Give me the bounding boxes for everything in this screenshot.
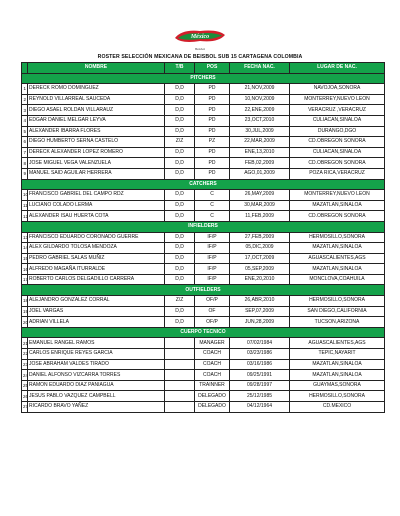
table-row — [22, 359, 385, 370]
row-number: 6 — [22, 137, 28, 148]
birth-place: MONTERREY,NUEVO LEON — [290, 190, 385, 201]
player-name: JESUS PABLO VAZQUEZ CAMPBELL — [28, 391, 165, 402]
table-row — [22, 317, 385, 328]
table-row — [22, 190, 385, 201]
table-row — [22, 391, 385, 402]
section-title: PITCHERS — [22, 73, 385, 84]
position: PD — [195, 126, 230, 137]
birth-date: 27,FEB,2009 — [230, 232, 290, 243]
row-number: 25 — [22, 380, 28, 391]
header-pos: POS — [195, 63, 230, 74]
birth-date: 04/12/1964 — [230, 402, 290, 413]
player-name: JOSE ABRAHAM VALDES TIRADO — [28, 359, 165, 370]
birth-date: FEB,02,2009 — [230, 158, 290, 169]
birth-place: MONCLOVA,COAHUILA — [290, 274, 385, 285]
row-number: 24 — [22, 370, 28, 381]
birth-place: GUAYMAS,SONORA — [290, 380, 385, 391]
position: IF/P — [195, 264, 230, 275]
table-row — [22, 232, 385, 243]
birth-place: CULIACAN,SINALOA — [290, 147, 385, 158]
player-name: REYNOLD VILLARREAL SAUCEDA — [28, 94, 165, 105]
row-number: 12 — [22, 211, 28, 222]
table-row — [22, 200, 385, 211]
section-header — [22, 327, 385, 338]
player-name: EDGAR DANIEL MELGAR LEYVA — [28, 115, 165, 126]
throws-bats: D,D — [165, 126, 195, 137]
player-name: ALEXANDER IBARRA FLORES — [28, 126, 165, 137]
header-row — [22, 63, 385, 74]
birth-date: ENE,20,2010 — [230, 274, 290, 285]
row-number: 9 — [22, 168, 28, 179]
birth-date: 21,NOV,2009 — [230, 84, 290, 95]
row-number: 19 — [22, 306, 28, 317]
birth-place: DURANGO,DGO — [290, 126, 385, 137]
table-row — [22, 380, 385, 391]
table-row — [22, 105, 385, 116]
row-number: 21 — [22, 338, 28, 349]
birth-date: 23,OCT,2010 — [230, 115, 290, 126]
table-row — [22, 243, 385, 254]
birth-place: AGUASCALIENTES,AGS — [290, 338, 385, 349]
table-row — [22, 370, 385, 381]
section-title: OUTFIELDERS — [22, 285, 385, 296]
player-name: ALEJANDRO GONZALEZ CORRAL — [28, 296, 165, 307]
table-row — [22, 84, 385, 95]
throws-bats — [165, 338, 195, 349]
row-number: 18 — [22, 296, 28, 307]
position: C — [195, 211, 230, 222]
player-name: ROBERTO CARLOS DELGADILLO CARRERA — [28, 274, 165, 285]
throws-bats: Z/Z — [165, 137, 195, 148]
position: IF/P — [195, 243, 230, 254]
birth-place: TEPIC,NAYARIT — [290, 349, 385, 360]
birth-date: 09/28/1997 — [230, 380, 290, 391]
row-number: 22 — [22, 349, 28, 360]
logo-subtitle: Béisbol — [195, 47, 205, 51]
throws-bats — [165, 402, 195, 413]
position: DELEGADO — [195, 391, 230, 402]
position: PD — [195, 105, 230, 116]
position: PZ — [195, 137, 230, 148]
row-number: 8 — [22, 158, 28, 169]
player-name: FRANCISCO EDUARDO CORONADO GUERRE — [28, 232, 165, 243]
birth-place: TUCSON,ARIZONA — [290, 317, 385, 328]
birth-place: MAZATLAN,SINALOA — [290, 200, 385, 211]
player-name: DIEGO HUMBERTO SERNA CASTELO — [28, 137, 165, 148]
birth-date: 07/02/1984 — [230, 338, 290, 349]
throws-bats — [165, 359, 195, 370]
position: IF/P — [195, 274, 230, 285]
birth-place: SAN DIEGO,CALIFORNIA — [290, 306, 385, 317]
table-row — [22, 126, 385, 137]
birth-place: HERMOSILLO,SONORA — [290, 391, 385, 402]
birth-place: CD.OBREGON SONORA — [290, 137, 385, 148]
section-title: CUERPO TECNICO — [22, 327, 385, 338]
throws-bats — [165, 370, 195, 381]
row-number: 20 — [22, 317, 28, 328]
birth-place: MONTERREY,NUEVO LEON — [290, 94, 385, 105]
birth-date: 03/16/1986 — [230, 359, 290, 370]
header-tb: T/B — [165, 63, 195, 74]
row-number: 16 — [22, 264, 28, 275]
throws-bats: D,D — [165, 253, 195, 264]
birth-date: 10,NOV,2009 — [230, 94, 290, 105]
birth-date: 11,FEB,2009 — [230, 211, 290, 222]
throws-bats: D,D — [165, 190, 195, 201]
section-header — [22, 221, 385, 232]
section-title: INFIELDERS — [22, 221, 385, 232]
birth-date: AGO,01,2009 — [230, 168, 290, 179]
birth-place: HERMOSILLO,SONORA — [290, 296, 385, 307]
birth-date: 03/23/1986 — [230, 349, 290, 360]
row-number: 5 — [22, 126, 28, 137]
birth-place: VERACRUZ ,VERACRUZ — [290, 105, 385, 116]
position: IF/P — [195, 253, 230, 264]
birth-place: CD.MEXICO — [290, 402, 385, 413]
player-name: CARLOS ENRIQUE REYES GARCIA — [28, 349, 165, 360]
position: OF/P — [195, 317, 230, 328]
row-number: 15 — [22, 253, 28, 264]
birth-place: CD.OBREGON SONORA — [290, 211, 385, 222]
table-row — [22, 338, 385, 349]
row-number: 1 — [22, 84, 28, 95]
table-row — [22, 147, 385, 158]
table-row — [22, 253, 385, 264]
position: DELEGADO — [195, 402, 230, 413]
throws-bats: D,D — [165, 168, 195, 179]
birth-place: HERMOSILLO,SONORA — [290, 232, 385, 243]
birth-date: 17,OCT,2009 — [230, 253, 290, 264]
row-number: 7 — [22, 147, 28, 158]
table-row — [22, 349, 385, 360]
player-name: DANIEL ALFONSO VIZCARRA TORRES — [28, 370, 165, 381]
birth-place: MAZATLAN,SINALOA — [290, 243, 385, 254]
birth-place: CD.OBREGON SONORA — [290, 158, 385, 169]
birth-place: MAZATLAN,SINALOA — [290, 264, 385, 275]
table-row — [22, 137, 385, 148]
section-header — [22, 179, 385, 190]
row-number: 2 — [22, 94, 28, 105]
birth-date: 26,ABR,2010 — [230, 296, 290, 307]
section-header — [22, 285, 385, 296]
player-name: LUCIANO COLADO LERMA — [28, 200, 165, 211]
player-name: DIEGO ASAEL ROLDAN VILLARAUZ — [28, 105, 165, 116]
position: OF — [195, 306, 230, 317]
birth-date: 26,MAY,2009 — [230, 190, 290, 201]
player-name: ALFREDO MAGAÑA ITURRALDE — [28, 264, 165, 275]
row-number: 17 — [22, 274, 28, 285]
birth-date: 25/12/1985 — [230, 391, 290, 402]
section-header — [22, 73, 385, 84]
throws-bats: D,D — [165, 232, 195, 243]
throws-bats — [165, 349, 195, 360]
throws-bats: Z/Z — [165, 296, 195, 307]
birth-place: AGUASCALIENTES,AGS — [290, 253, 385, 264]
position: C — [195, 200, 230, 211]
position: MANAGER — [195, 338, 230, 349]
table-row — [22, 264, 385, 275]
position: PD — [195, 158, 230, 169]
player-name: ALEX GILDARDO TOLOSA MENDOZA — [28, 243, 165, 254]
birth-date: SEP,07,2009 — [230, 306, 290, 317]
position: PD — [195, 115, 230, 126]
row-number: 4 — [22, 115, 28, 126]
mexico-beisbol-logo — [172, 26, 228, 46]
position: OF/P — [195, 296, 230, 307]
roster-body — [22, 73, 385, 412]
table-row — [22, 306, 385, 317]
throws-bats: D,D — [165, 306, 195, 317]
throws-bats: D,D — [165, 200, 195, 211]
table-row — [22, 158, 385, 169]
header-fecha: FECHA NAC. — [230, 63, 290, 74]
throws-bats: D,D — [165, 84, 195, 95]
player-name: JOEL VARGAS — [28, 306, 165, 317]
row-number: 26 — [22, 391, 28, 402]
row-number: 13 — [22, 232, 28, 243]
roster-title: ROSTER SELECCIÓN MEXICANA DE BEISBOL SUB 15 CARTAGENA COLOMBIA — [97, 54, 303, 60]
birth-date: 05,SEP,2009 — [230, 264, 290, 275]
birth-place: CULIACAN,SINALOA — [290, 115, 385, 126]
birth-date: 05,DIC,2009 — [230, 243, 290, 254]
birth-date: 30,JUL,2009 — [230, 126, 290, 137]
table-row — [22, 168, 385, 179]
throws-bats: D,D — [165, 264, 195, 275]
player-name: PEDRO GABRIEL SALAS MUÑIZ — [28, 253, 165, 264]
position: PD — [195, 94, 230, 105]
position: COACH — [195, 349, 230, 360]
position: IF/P — [195, 232, 230, 243]
row-number: 10 — [22, 190, 28, 201]
logo-text: México — [190, 34, 210, 41]
throws-bats — [165, 391, 195, 402]
table-row — [22, 296, 385, 307]
throws-bats: D,D — [165, 158, 195, 169]
header-nombre: NOMBRE — [28, 63, 165, 74]
table-row — [22, 211, 385, 222]
throws-bats: D,D — [165, 115, 195, 126]
throws-bats: D,D — [165, 317, 195, 328]
birth-date: 30,MAR,2009 — [230, 200, 290, 211]
position: PD — [195, 84, 230, 95]
player-name: MANUEL SAID AGUILAR HERRERA — [28, 168, 165, 179]
birth-date: 22,MAR,2009 — [230, 137, 290, 148]
throws-bats: D,D — [165, 105, 195, 116]
row-number: 23 — [22, 359, 28, 370]
birth-date: 09/25/1991 — [230, 370, 290, 381]
throws-bats: D,D — [165, 211, 195, 222]
table-row — [22, 94, 385, 105]
row-number: 3 — [22, 105, 28, 116]
player-name: RAMON EDUARDO DIAZ PANIAGUA — [28, 380, 165, 391]
position: PD — [195, 168, 230, 179]
position: C — [195, 190, 230, 201]
row-number: 14 — [22, 243, 28, 254]
table-row — [22, 274, 385, 285]
player-name: EMANUEL RANGEL RAMOS — [28, 338, 165, 349]
birth-place: NAVOJOA,SONORA — [290, 84, 385, 95]
player-name: ADRIAN VILLELA — [28, 317, 165, 328]
player-name: RICARDO BRAVO YAÑEZ — [28, 402, 165, 413]
birth-place: MAZATLAN,SINALOA — [290, 370, 385, 381]
table-row — [22, 402, 385, 413]
roster-table — [21, 62, 385, 413]
player-name: ALEXANDER ISAU HUERTA COTA — [28, 211, 165, 222]
player-name: DERECK ALEXANDER LOPEZ ROMERO — [28, 147, 165, 158]
player-name: DERECK ROMO DOMINGUEZ — [28, 84, 165, 95]
position: COACH — [195, 370, 230, 381]
throws-bats: D,D — [165, 147, 195, 158]
birth-date: 22,ENE,2009 — [230, 105, 290, 116]
birth-date: JUN,28,2009 — [230, 317, 290, 328]
birth-place: POZA RICA,VERACRUZ — [290, 168, 385, 179]
birth-date: ENE,13,2010 — [230, 147, 290, 158]
throws-bats: D,D — [165, 94, 195, 105]
row-number: 27 — [22, 402, 28, 413]
birth-place: MAZATLAN,SINALOA — [290, 359, 385, 370]
position: PD — [195, 147, 230, 158]
section-title: CATCHERS — [22, 179, 385, 190]
player-name: JOSE MIGUEL VEGA VALENZUELA — [28, 158, 165, 169]
throws-bats: D,D — [165, 274, 195, 285]
throws-bats — [165, 380, 195, 391]
throws-bats: D,D — [165, 243, 195, 254]
row-number: 11 — [22, 200, 28, 211]
header-lugar: LUGAR DE NAC. — [290, 63, 385, 74]
table-row — [22, 115, 385, 126]
position: TRAINNER — [195, 380, 230, 391]
position: COACH — [195, 359, 230, 370]
player-name: FRANCISCO GABRIEL DEL CAMPO RDZ — [28, 190, 165, 201]
